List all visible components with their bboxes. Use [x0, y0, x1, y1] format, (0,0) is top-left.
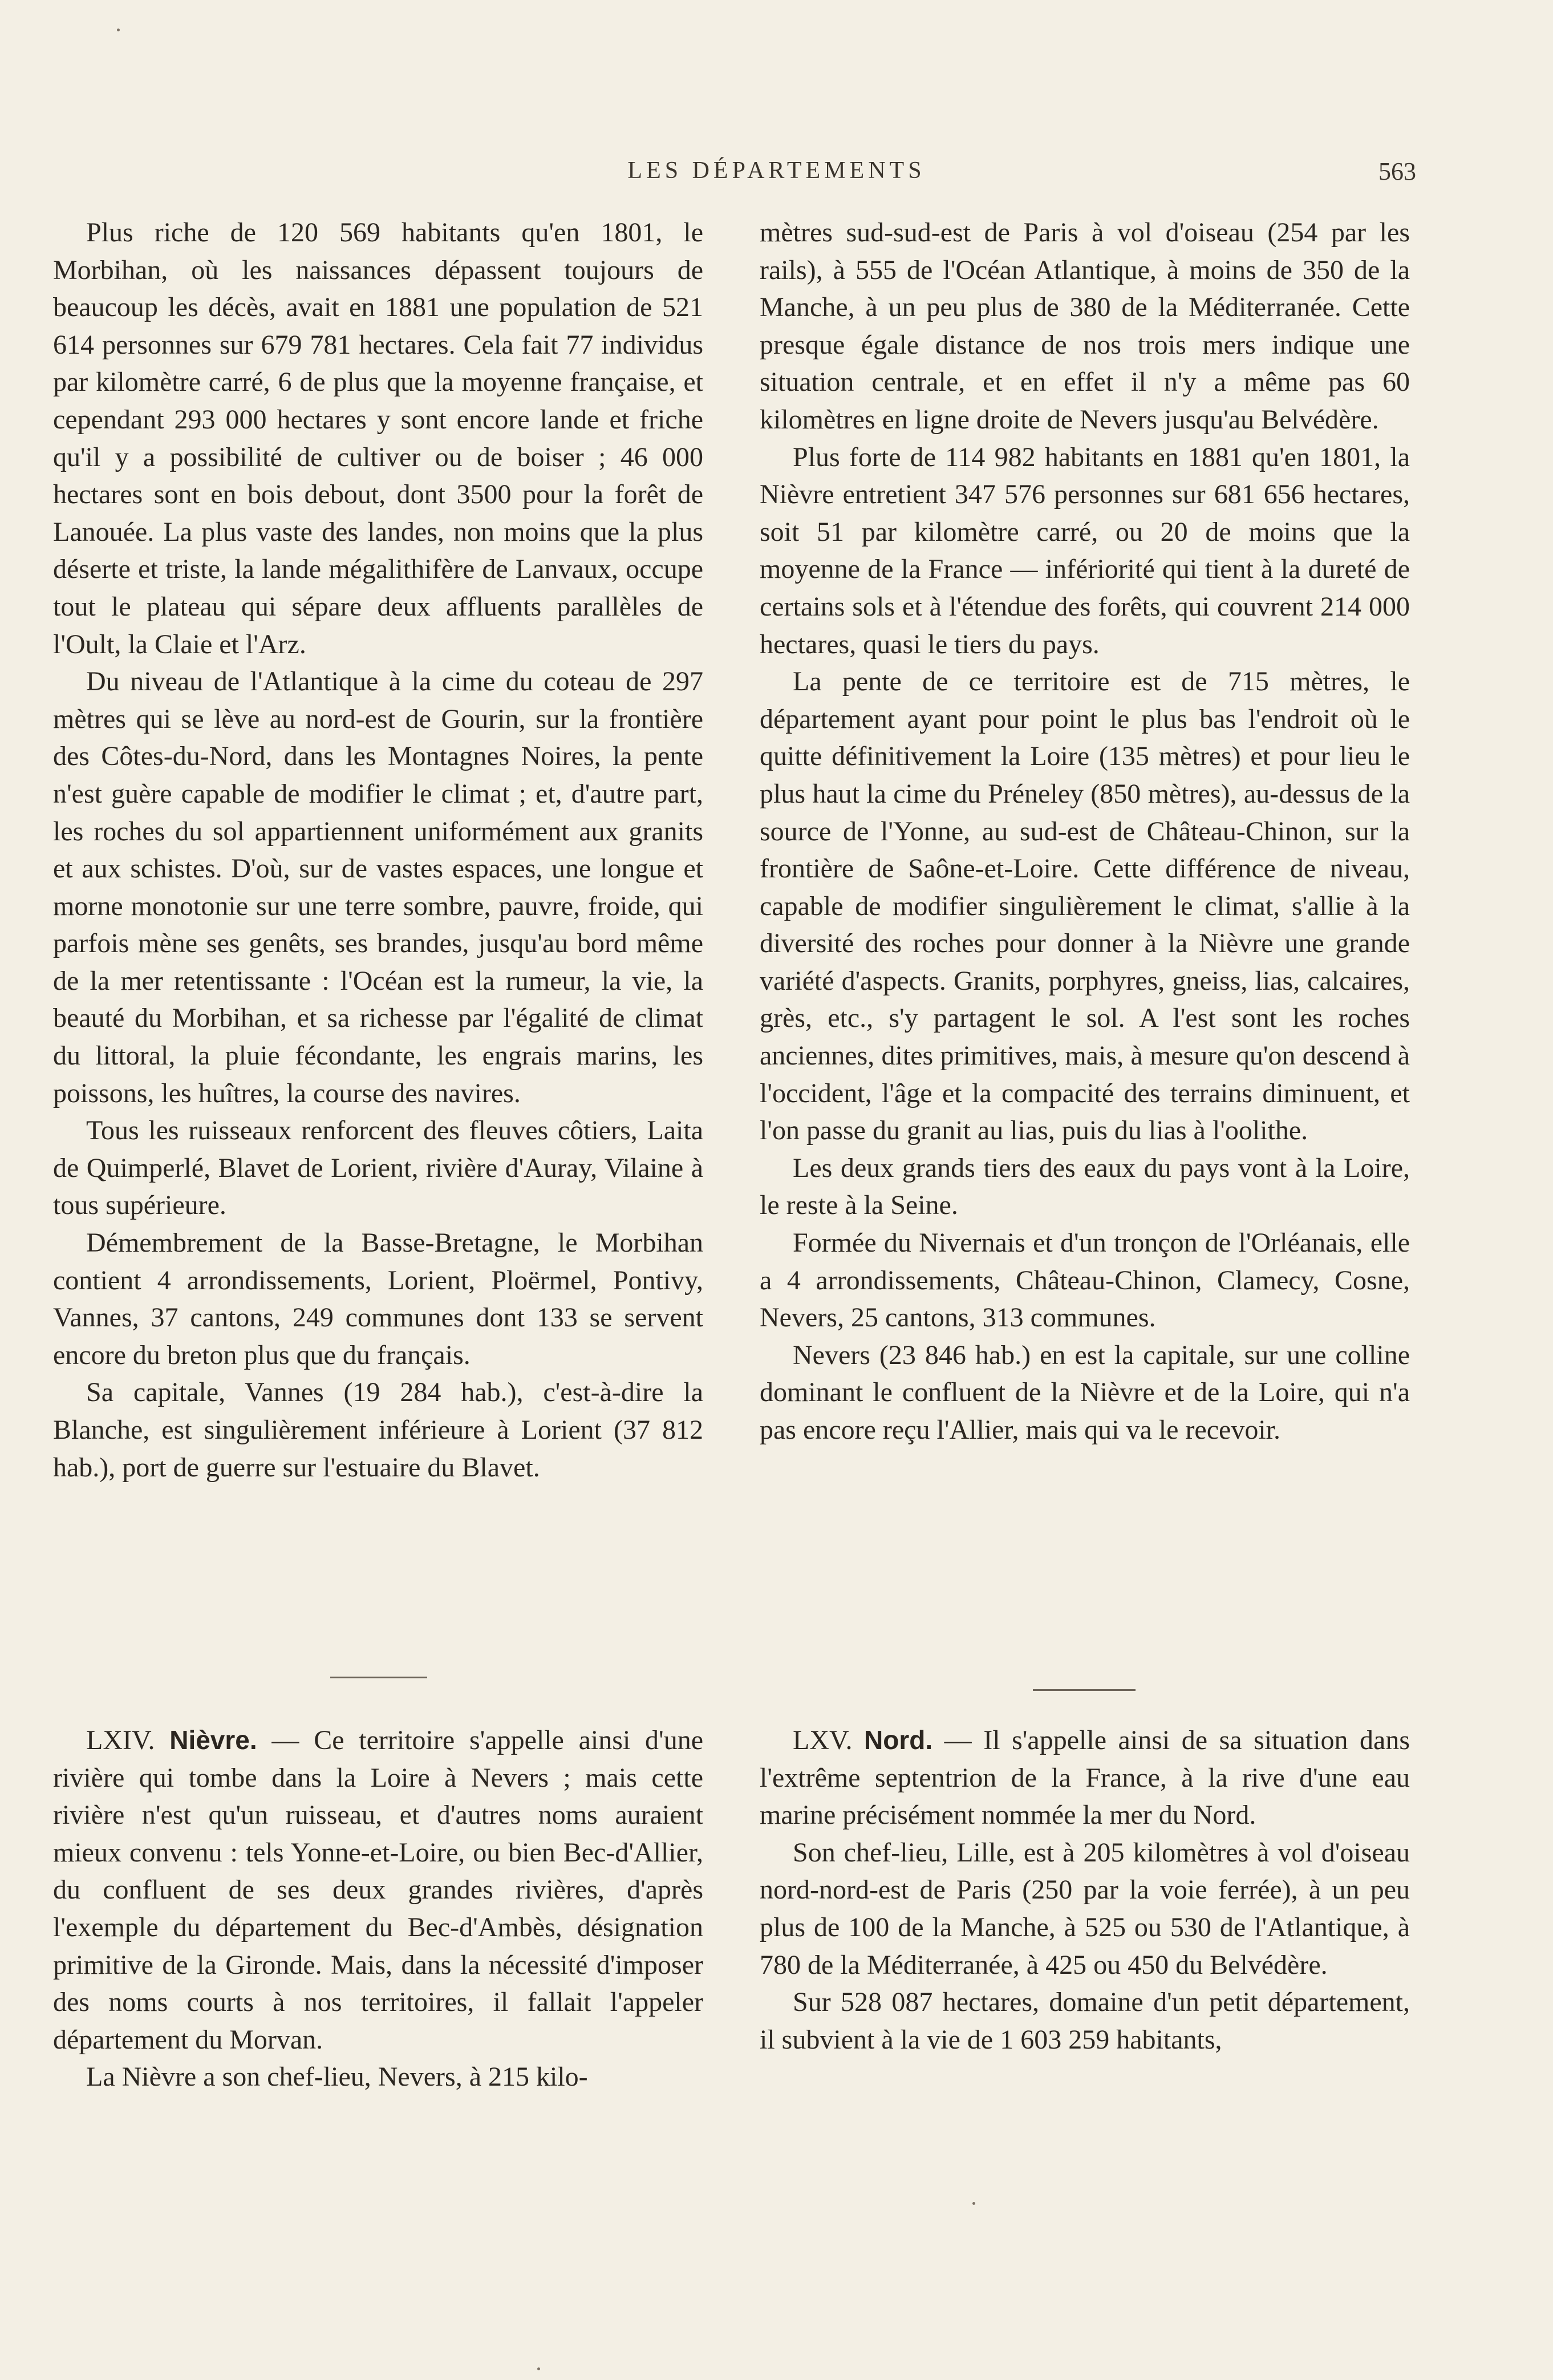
section-intro-text: — Il s'appelle ainsi de sa situation dans l'extrême septentrion de la France, à la rive d'une eau marine précisément nommée la mer du Nord. [760, 1725, 1410, 1831]
paragraph: Plus riche de 120 569 habitants qu'en 1801, le Morbihan, où les naissances dépassent toujours de beaucoup les décès, avait en 1881 une population de 521 614 personnes sur 679 781 hectares. Cela fait 77 individus par kilomètre carré, 6 de plus que la moyenne française, et cependant 293 000 hectares y sont encore lande et friche qu'il y a possibilité de cultiver ou de boiser ; 46 000 hectares sont en bois debout, dont 3500 pour la forêt de Lanouée. La plus vaste des landes, non moins que la plus déserte et triste, la lande mégalithifère de Lanvaux, occupe tout le plateau qui sépare deux affluents parallèles de l'Oult, la Claie et l'Arz. [53, 217, 703, 659]
section-number: LXV. [793, 1725, 853, 1755]
page-number: 563 [1378, 157, 1416, 185]
page-header [0, 157, 1553, 197]
section-divider [1033, 1689, 1136, 1691]
running-title: LES DÉPARTEMENTS [627, 157, 926, 184]
paper-speck [537, 2367, 540, 2370]
paragraph: Plus forte de 114 982 habitants en 1881 qu'en 1801, la Nièvre entretient 347 576 personnes sur 681 656 hectares, soit 51 par kilomètre carré, ou 20 de moins que la moyenne de la France — infériorité qui tient à la dureté de certains sols et à l'étendue des forêts, qui couvrent 214 000 hectares, quasi le tiers du pays. [760, 442, 1410, 659]
section-lxiv-nievre [53, 1722, 703, 2096]
paper-speck [117, 29, 120, 31]
paragraph: Sur 528 087 hectares, domaine d'un petit département, il subvient à la vie de 1 603 259 habitants, [760, 1987, 1410, 2055]
paragraph: Du niveau de l'Atlantique à la cime du coteau de 297 mètres qui se lève au nord-est de Gourin, sur la frontière des Côtes-du-Nord, dans les Montagnes Noires, la pente n'est guère capable de modifier le climat ; et, d'autre part, les roches du sol appartiennent uniformément aux granits et aux schistes. D'où, sur de vastes espaces, une longue et morne monotonie sur une terre sombre, pauvre, froide, qui parfois mène ses genêts, ses brandes, jusqu'au bord même de la mer retentissante : l'Océan est la rumeur, la vie, la beauté du Morbihan, et sa richesse par l'égalité de climat du littoral, la pluie fécondante, les engrais marins, les poissons, les huîtres, la course des navires. [53, 666, 703, 1108]
paragraph: Sa capitale, Vannes (19 284 hab.), c'est-à-dire la Blanche, est singulièrement inférieure à Lorient (37 812 hab.), port de guerre sur l'estuaire du Blavet. [53, 1377, 703, 1483]
paragraph: Son chef-lieu, Lille, est à 205 kilomètres à vol d'oiseau nord-nord-est de Paris (250 par la voie ferrée), à un peu plus de 100 de la Manche, à 525 ou 530 de l'Atlantique, à 780 de la Méditerranée, à 425 ou 450 du Belvédère. [760, 1837, 1410, 1980]
paragraph: La Nièvre a son chef-lieu, Nevers, à 215 kilo- [86, 2062, 588, 2092]
paragraph: La pente de ce territoire est de 715 mètres, le département ayant pour point le plus bas l'endroit où le quitte définitivement la Loire (135 mètres) et pour lieu le plus haut la cime du Préneley (850 mètres), au-dessus de la source de l'Yonne, au sud-est de Château-Chinon, sur la frontière de Saône-et-Loire. Cette différence de niveau, capable de modifier singulièrement le climat, s'allie à la diversité des roches pour donner à la Nièvre une grande variété d'aspects. Granits, porphyres, gneiss, lias, calcaires, grès, etc., s'y partagent le sol. A l'est sont les roches anciennes, dites primitives, mais, à mesure qu'on descend à l'occident, l'âge et la compacité des terrains diminuent, et l'on passe du granit au lias, puis du lias à l'oolithe. [760, 666, 1410, 1146]
paragraph: Démembrement de la Basse-Bretagne, le Morbihan contient 4 arrondissements, Lorient, Ploërmel, Pontivy, Vannes, 37 cantons, 249 communes dont 133 se servent encore du breton plus que du français. [53, 1228, 703, 1370]
section-intro-text: — Ce territoire s'appelle ainsi d'une rivière qui tombe dans la Loire à Nevers ; mais cette rivière n'est qu'un ruisseau, et d'autres noms auraient mieux convenu : tels Yonne-et-Loire, ou bien Bec-d'Allier, du confluent de ses deux grandes rivières, d'après l'exemple du département du Bec-d'Ambès, désignation primitive de la Gironde. Mais, dans la nécessité d'imposer des noms courts à nos territoires, il fallait l'appeler département du Morvan. [53, 1725, 703, 2055]
paragraph: Les deux grands tiers des eaux du pays vont à la Loire, le reste à la Seine. [760, 1152, 1410, 1221]
section-title: Nord. [864, 1725, 933, 1755]
section-lxv-nord [760, 1722, 1410, 2058]
left-column-morbihan [53, 214, 703, 1486]
section-title: Nièvre. [169, 1725, 257, 1755]
paragraph: Tous les ruisseaux renforcent des fleuves côtiers, Laita de Quimperlé, Blavet de Lorient, rivière d'Auray, Vilaine à tous supérieure. [53, 1115, 703, 1221]
section-intro [760, 1722, 1410, 1834]
section-divider [330, 1677, 427, 1678]
paragraph: Nevers (23 846 hab.) en est la capitale, sur une colline dominant le confluent de la Nièvre et de la Loire, qui n'a pas encore reçu l'Allier, mais qui va le recevoir. [760, 1339, 1410, 1445]
paragraph: mètres sud-sud-est de Paris à vol d'oiseau (254 par les rails), à 555 de l'Océan Atlantique, à moins de 350 de la Manche, à un peu plus de 380 de la Méditerranée. Cette presque égale distance de nos trois mers indique une situation centrale, et en effet il n'y a même pas 60 kilomètres en ligne droite de Nevers jusqu'au Belvédère. [760, 217, 1410, 435]
right-column-nievre-continued [760, 214, 1410, 1449]
section-number: LXIV. [86, 1725, 155, 1755]
section-intro [53, 1722, 703, 2058]
paper-speck [972, 2202, 975, 2205]
paragraph: Formée du Nivernais et d'un tronçon de l'Orléanais, elle a 4 arrondissements, Château-Chinon, Clamecy, Cosne, Nevers, 25 cantons, 313 communes. [760, 1228, 1410, 1333]
